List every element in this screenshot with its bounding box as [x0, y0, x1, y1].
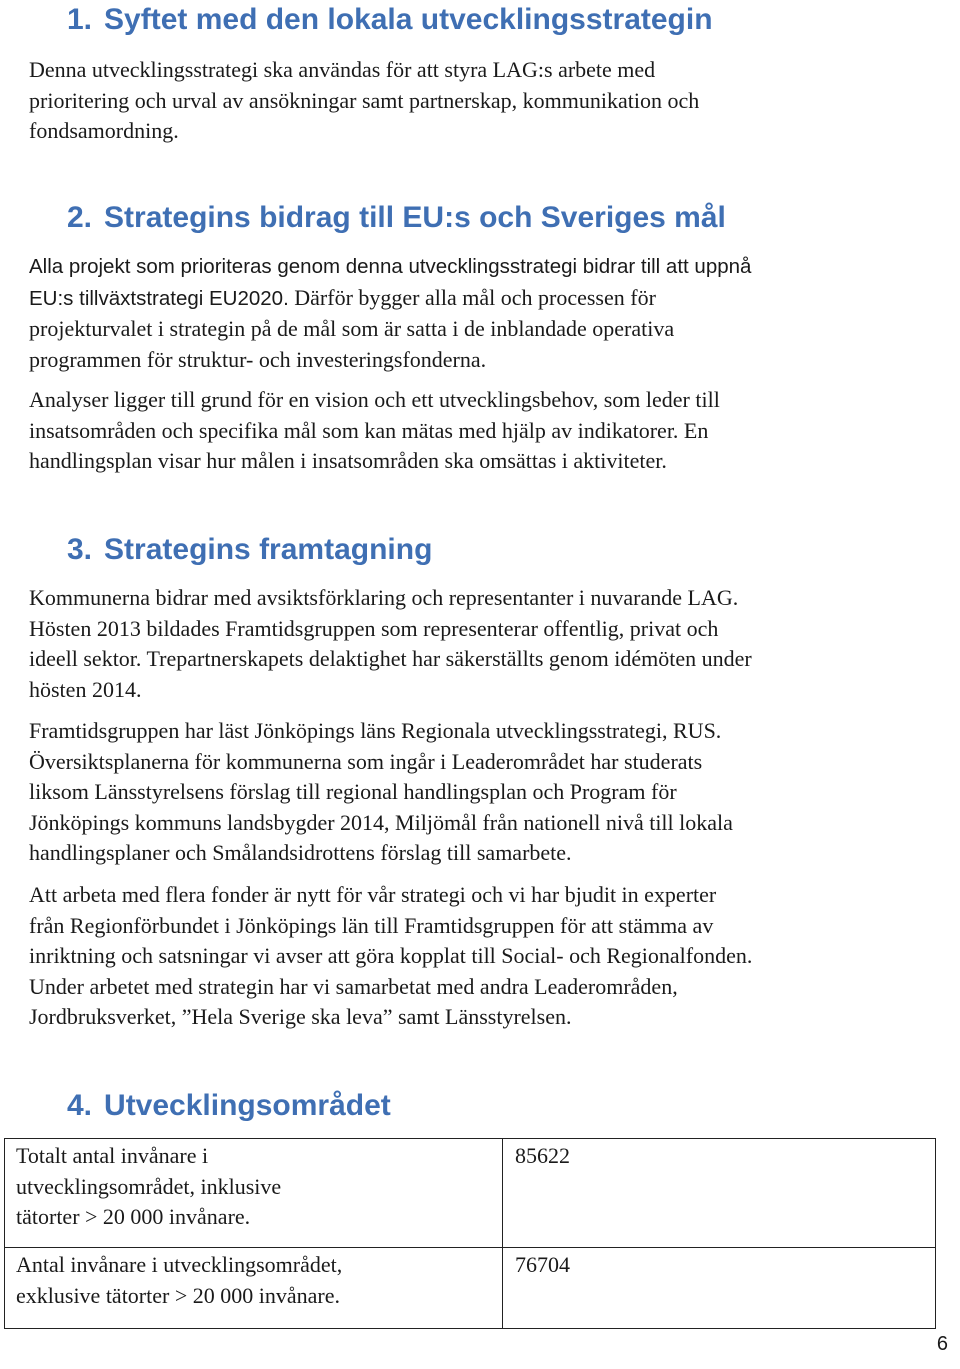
text-line: utvecklingsområdet, inklusive [16, 1173, 282, 1199]
text-line: inriktning och satsningar vi avser att göra kopplat till Social- och Regionalfonden. [29, 943, 753, 969]
text-line: ideell sektor. Trepartnerskapets delaktighet har säkerställts genom idémöten under [29, 646, 752, 672]
section-2-heading [67, 200, 726, 236]
section-title: Strategins framtagning [104, 533, 433, 566]
section-number: 3. [67, 533, 93, 566]
text-line: liksom Länsstyrelsens förslag till regional handlingsplan och Program för [29, 779, 677, 805]
page-number: 6 [936, 1333, 948, 1355]
section-1-heading [67, 2, 713, 38]
text-line: Jordbruksverket, ”Hela Sverige ska leva” samt Länsstyrelsen. [29, 1004, 572, 1030]
text-line: handlingsplan visar hur målen i insatsområden ska omsättas i aktiviteter. [29, 448, 667, 474]
text-line: Att arbeta med flera fonder är nytt för vår strategi och vi har bjudit in experter [29, 882, 717, 907]
text-line: Antal invånare i utvecklingsområdet, [16, 1252, 343, 1277]
text-line: Hösten 2013 bildades Framtidsgruppen som representerar offentlig, privat och [29, 615, 719, 641]
section-number: 4. [67, 1089, 93, 1122]
population-total-value: 85622 [515, 1143, 570, 1168]
text-line: programmen för struktur- och investeringsfonderna. [29, 346, 487, 372]
section-3-paragraph-2 [29, 716, 934, 869]
text-line: från Regionförbundet i Jönköpings län till Framtidsgruppen för att stämma av [29, 912, 714, 938]
text-line: Framtidsgruppen har läst Jönköpings läns Regionala utvecklingsstrategi, RUS. [29, 718, 722, 743]
section-3-paragraph-3 [29, 880, 934, 1033]
population-table [4, 1138, 936, 1329]
text-line: insatsområden och specifika mål som kan mätas med hjälp av indikatorer. En [29, 417, 709, 443]
table-cell-label [5, 1139, 503, 1248]
section-title: Strategins bidrag till EU:s och Sveriges mål [104, 201, 726, 234]
text-line: projekturvalet i strategin på de mål som är satta i de inblandade operativa [29, 316, 675, 342]
section-2-paragraph-2 [29, 385, 934, 477]
text-fragment: Därför bygger alla mål och processen för [288, 284, 656, 310]
text-line: Denna utvecklingsstrategi ska användas för att styra LAG:s arbete med [29, 57, 656, 82]
table-cell-value [503, 1139, 936, 1248]
section-title: Utvecklingsområdet [104, 1089, 391, 1122]
text-line: fondsamordning. [29, 118, 179, 144]
text-line: Analyser ligger till grund för en vision och ett utvecklingsbehov, som leder till [29, 387, 720, 412]
table-row [5, 1139, 936, 1248]
section-4-heading [67, 1088, 391, 1124]
section-1-paragraph [29, 55, 934, 147]
table-row [5, 1248, 936, 1329]
text-line: Under arbetet med strategin har vi samarbetat med andra Leaderområden, [29, 973, 678, 999]
section-3-heading [67, 532, 432, 568]
text-line: prioritering och urval av ansökningar samt partnerskap, kommunikation och [29, 87, 700, 113]
text-line: handlingsplaner och Smålandsidrottens förslag till samarbete. [29, 840, 572, 866]
text-line: tätorter > 20 000 invånare. [16, 1204, 251, 1230]
text-line: exklusive tätorter > 20 000 invånare. [16, 1282, 340, 1308]
text-line: Jönköpings kommuns landsbygder 2014, Miljömål från nationell nivå till lokala [29, 809, 733, 835]
table-cell-label [5, 1248, 503, 1329]
text-line: Kommunerna bidrar med avsiktsförklaring och representanter i nuvarande LAG. [29, 585, 739, 610]
text-line: Totalt antal invånare i [16, 1143, 209, 1168]
text-line: Alla projekt som prioriteras genom denna utvecklingsstrategi bidrar till att uppnå [29, 255, 752, 278]
section-title: Syftet med den lokala utvecklingsstrategin [104, 3, 713, 36]
section-number: 2. [67, 201, 93, 234]
section-2-paragraph-1 [29, 252, 934, 375]
population-exclusive-value: 76704 [515, 1252, 570, 1277]
table-cell-value [503, 1248, 936, 1329]
text-line: Översiktsplanerna för kommunerna som ingår i Leaderområdet har studerats [29, 748, 703, 774]
section-3-paragraph-1 [29, 583, 934, 705]
text-line [29, 283, 934, 315]
text-line: hösten 2014. [29, 676, 142, 702]
text-fragment: EU:s tillväxtstrategi EU2020. [29, 286, 289, 310]
section-number: 1. [67, 3, 93, 36]
